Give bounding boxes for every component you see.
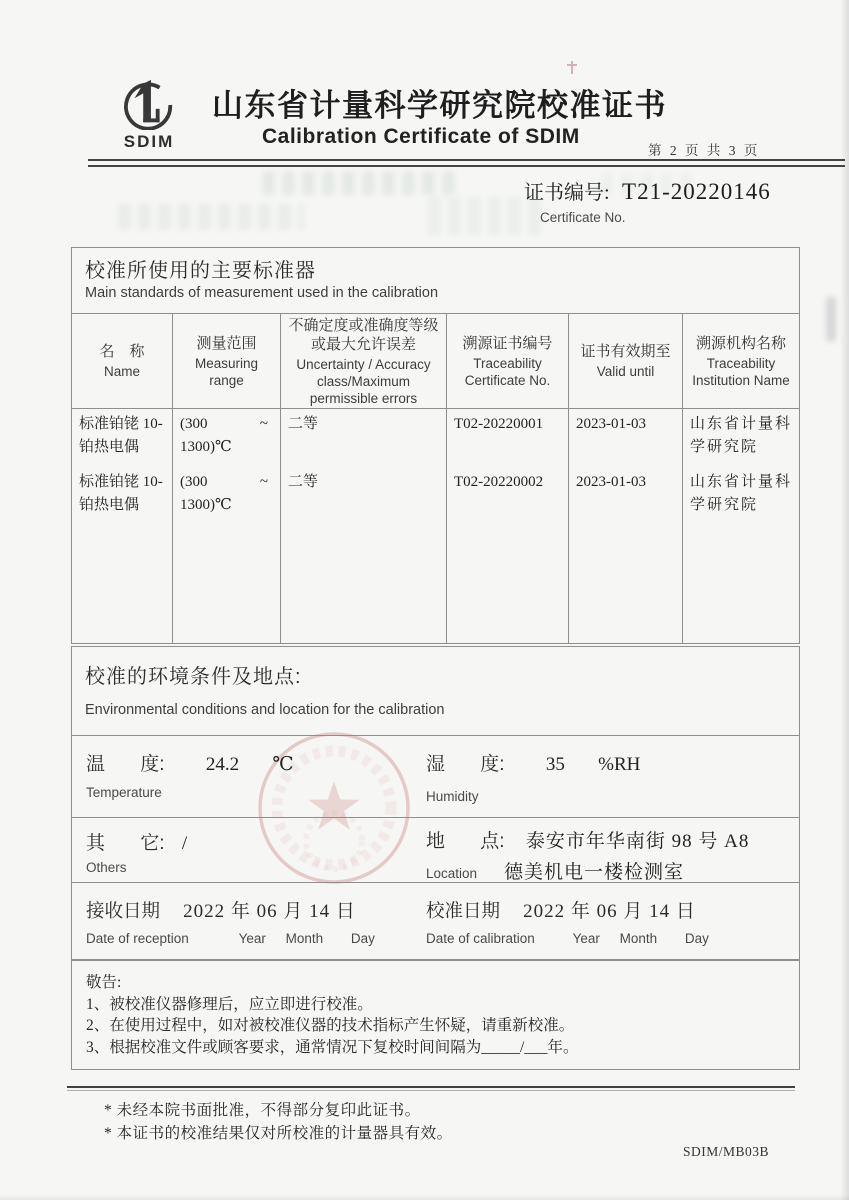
- table-row-cell-range: (300 ~ 1300)℃: [173, 467, 281, 525]
- temperature-field: 温 度: 24.2 ℃ Temperature: [86, 754, 294, 800]
- standards-section: [71, 247, 800, 644]
- certificate-number-line: [524, 176, 771, 205]
- footer-rule: [67, 1086, 795, 1091]
- bleedthrough-mark: [262, 171, 462, 195]
- environment-title-en: Environmental conditions and location for the calibration: [85, 702, 445, 718]
- footnote: * 未经本院书面批准，不得部分复印此证书。: [104, 1102, 421, 1119]
- column-header: 名 称 Name: [72, 314, 173, 409]
- table-row-cell-grade: 二等: [281, 409, 447, 467]
- column-header: 证书有效期至 Valid until: [569, 314, 683, 409]
- footnotes: [104, 1099, 453, 1145]
- form-code: SDIM/MB03B: [683, 1144, 770, 1159]
- table-row-cell-trace-no: T02-20220002: [447, 467, 569, 525]
- sdim-logo: [113, 78, 185, 152]
- bleedthrough-mark: [118, 204, 304, 230]
- reception-date-field: 接收日期 2022 年 06 月 14 日 Date of reception Year Month Day: [86, 900, 375, 946]
- column-header: 溯源机构名称 Traceability Institution Name: [683, 314, 799, 409]
- certificate-number-label: 证书编号:: [524, 182, 610, 204]
- table-row-cell-valid-until: 2023-01-03: [569, 409, 683, 467]
- temp-humidity-row: [72, 735, 799, 817]
- notice-title: 敬告:: [86, 974, 122, 991]
- certificate-title-en: Calibration Certificate of SDIM: [262, 125, 580, 148]
- certificate-number-sublabel: Certificate No.: [540, 210, 626, 225]
- calibration-date-field: 校准日期 2022 年 06 月 14 日 Date of calibration Year Month Day: [426, 900, 709, 946]
- notice-item: 3、根据校准文件或顾客要求，通常情况下复校时间间隔为_____/___年。: [86, 1038, 579, 1056]
- column-header: 溯源证书编号 Traceability Certificate No.: [447, 314, 569, 409]
- dates-row: [72, 882, 799, 959]
- logo-text: SDIM: [123, 132, 175, 151]
- page-number: 第 2 页 共 3 页: [648, 143, 760, 158]
- environment-section: [71, 646, 800, 960]
- standards-title-cn: 校准所使用的主要标准器: [85, 260, 316, 282]
- sdim-logo-icon: [120, 78, 178, 130]
- table-row-cell-name: 标准铂铑 10-铂热电偶: [72, 409, 173, 467]
- table-row-cell-valid-until: 2023-01-03: [569, 467, 683, 525]
- others-field: 其 它: / Others: [86, 833, 188, 875]
- table-row-cell-institution: 山东省计量科学研究院: [690, 416, 793, 455]
- standards-table: [72, 313, 799, 643]
- table-row-cell-institution: 山东省计量科学研究院: [690, 474, 793, 513]
- footnote: * 本证书的校准结果仅对所校准的计量器具有效。: [104, 1125, 453, 1142]
- table-row-cell-trace-no: T02-20220001: [447, 409, 569, 467]
- table-row-cell-name: 标准铂铑 10-铂热电偶: [72, 467, 173, 525]
- column-header: 不确定度或准确度等级或最大允许误差 Uncertainty / Accuracy class/Maximum permissible errors: [281, 314, 447, 409]
- notice-item: 1、被校准仪器修理后，应立即进行校准。: [86, 995, 373, 1013]
- paper-edge-shadow: [840, 0, 849, 1200]
- certificate-title-cn: 山东省计量科学研究院校准证书: [212, 88, 667, 123]
- environment-title: [72, 647, 799, 735]
- header-rule: [88, 159, 845, 167]
- certificate-number-value: T21-20220146: [622, 179, 771, 204]
- scan-smudge: [826, 296, 836, 342]
- notice-section: [71, 960, 800, 1070]
- humidity-field: 湿 度: 35 %RH Humidity: [426, 754, 641, 804]
- others-location-row: [72, 817, 799, 882]
- environment-title-cn: 校准的环境条件及地点:: [85, 666, 302, 688]
- paper-edge-shadow: [0, 1194, 849, 1200]
- column-header: 测量范围 Measuring range: [173, 314, 281, 409]
- location-field: 地 点: 泰安市年华南街 98 号 A8 Location 德美机电一楼检测室: [426, 831, 750, 883]
- table-row-cell-range: (300 ~ 1300)℃: [173, 409, 281, 467]
- scan-artifact: [571, 61, 573, 74]
- notice-item: 2、在使用过程中，如对被校准仪器的技术指标产生怀疑，请重新校准。: [86, 1017, 575, 1034]
- standards-title-en: Main standards of measurement used in the calibration: [85, 285, 439, 301]
- table-row-cell-grade: 二等: [281, 467, 447, 525]
